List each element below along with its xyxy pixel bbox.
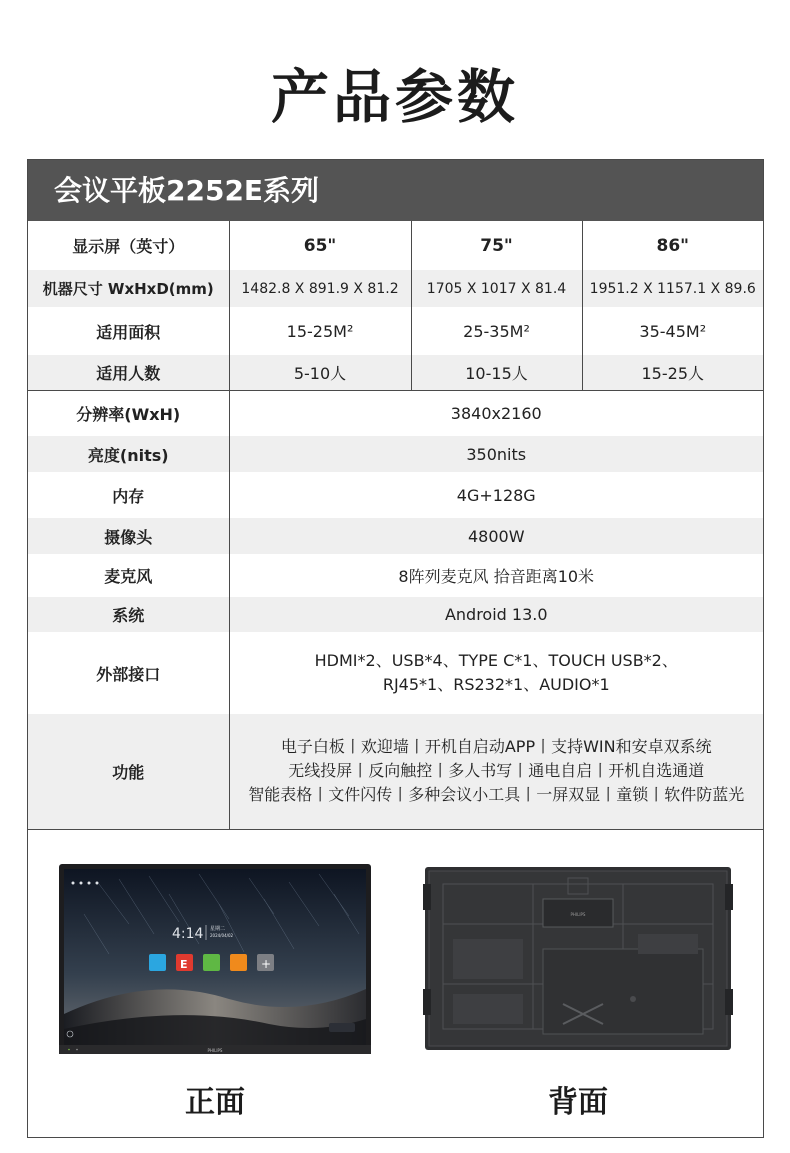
back-panel-illustration [423, 864, 733, 1054]
table-row [28, 714, 763, 829]
table-row [28, 632, 763, 714]
row-label: 适用人数 [28, 355, 229, 390]
dims-65: 1482.8 X 891.9 X 81.2 [229, 270, 411, 307]
functions-line: 电子白板丨欢迎墙丨开机自启动APP丨支持WIN和安卓双系统 [280, 737, 712, 757]
table-row [28, 597, 763, 632]
row-label: 外部接口 [28, 632, 229, 714]
front-view-image [59, 864, 371, 1054]
people-75: 10-15人 [411, 355, 582, 390]
people-86: 15-25人 [582, 355, 763, 390]
people-65: 5-10人 [229, 355, 411, 390]
front-view-label: 正面 [185, 1085, 245, 1120]
brightness-value: 350nits [229, 436, 763, 472]
screen-weekday: 星期二 [210, 926, 226, 932]
svg-text:E: E [180, 958, 188, 971]
back-view-label: 背面 [548, 1085, 608, 1120]
row-label: 功能 [28, 714, 229, 829]
spec-sheet [27, 159, 764, 1138]
front-panel-illustration [59, 864, 371, 1054]
product-views [28, 830, 763, 1137]
ports-line: HDMI*2、USB*4、TYPE C*1、TOUCH USB*2、 [314, 651, 678, 670]
dims-75: 1705 X 1017 X 81.4 [411, 270, 582, 307]
back-view-image [423, 864, 733, 1054]
camera-value: 4800W [229, 518, 763, 554]
table-row [28, 472, 763, 518]
row-label: 机器尺寸 WxHxD(mm) [28, 270, 229, 307]
row-label: 显示屏（英寸） [28, 221, 229, 270]
microphone-value: 8阵列麦克风 拾音距离10米 [398, 567, 595, 586]
functions-line: 无线投屏丨反向触控丨多人书写丨通电自启丨开机自选通道 [288, 761, 705, 781]
row-label: 摄像头 [28, 518, 229, 554]
system-value: Android 13.0 [229, 597, 763, 632]
size-75: 75" [411, 221, 582, 270]
share-app-icon[interactable] [203, 954, 220, 971]
back-brand-logo: PHILIPS [570, 912, 586, 917]
dims-86: 1951.2 X 1157.1 X 89.6 [582, 270, 763, 307]
memory-value: 4G+128G [456, 485, 536, 505]
row-label: 内存 [28, 472, 229, 518]
table-row [28, 307, 763, 355]
table-row [28, 518, 763, 554]
functions-line: 智能表格丨文件闪传丨多种会议小工具丨一屏双显丨童锁丨软件防蓝光 [248, 785, 745, 805]
row-label: 麦克风 [28, 554, 229, 597]
area-65: 15-25M² [229, 307, 411, 355]
table-row [28, 355, 763, 390]
area-75: 25-35M² [411, 307, 582, 355]
series-title: 会议平板2252E系列 [28, 160, 763, 221]
screen-corner-button[interactable] [329, 1023, 355, 1032]
front-brand-logo: PHILIPS [207, 1048, 223, 1053]
ports-line: RJ45*1、RS232*1、AUDIO*1 [382, 675, 610, 694]
row-label: 分辨率(WxH) [28, 390, 229, 436]
resolution-value: 3840x2160 [450, 403, 542, 423]
table-row [28, 554, 763, 597]
size-65: 65" [229, 221, 411, 270]
table-row [28, 390, 763, 436]
table-row [28, 270, 763, 307]
area-86: 35-45M² [639, 321, 707, 341]
whiteboard-app-icon[interactable] [149, 954, 166, 971]
size-86: 86" [656, 235, 689, 256]
ports-value [229, 632, 763, 714]
screen-time: 4:14 [172, 926, 204, 942]
functions-value [229, 714, 763, 829]
spec-table [28, 221, 763, 830]
row-label: 适用面积 [28, 307, 229, 355]
folder-app-icon[interactable] [230, 954, 247, 971]
table-row [28, 221, 763, 270]
table-row [28, 436, 763, 472]
svg-text:+: + [261, 957, 272, 971]
row-label: 亮度(nits) [28, 436, 229, 472]
page-title: 产品参数 [270, 63, 519, 131]
screen-date: 2024/04/02 [210, 933, 234, 938]
row-label: 系统 [28, 597, 229, 632]
